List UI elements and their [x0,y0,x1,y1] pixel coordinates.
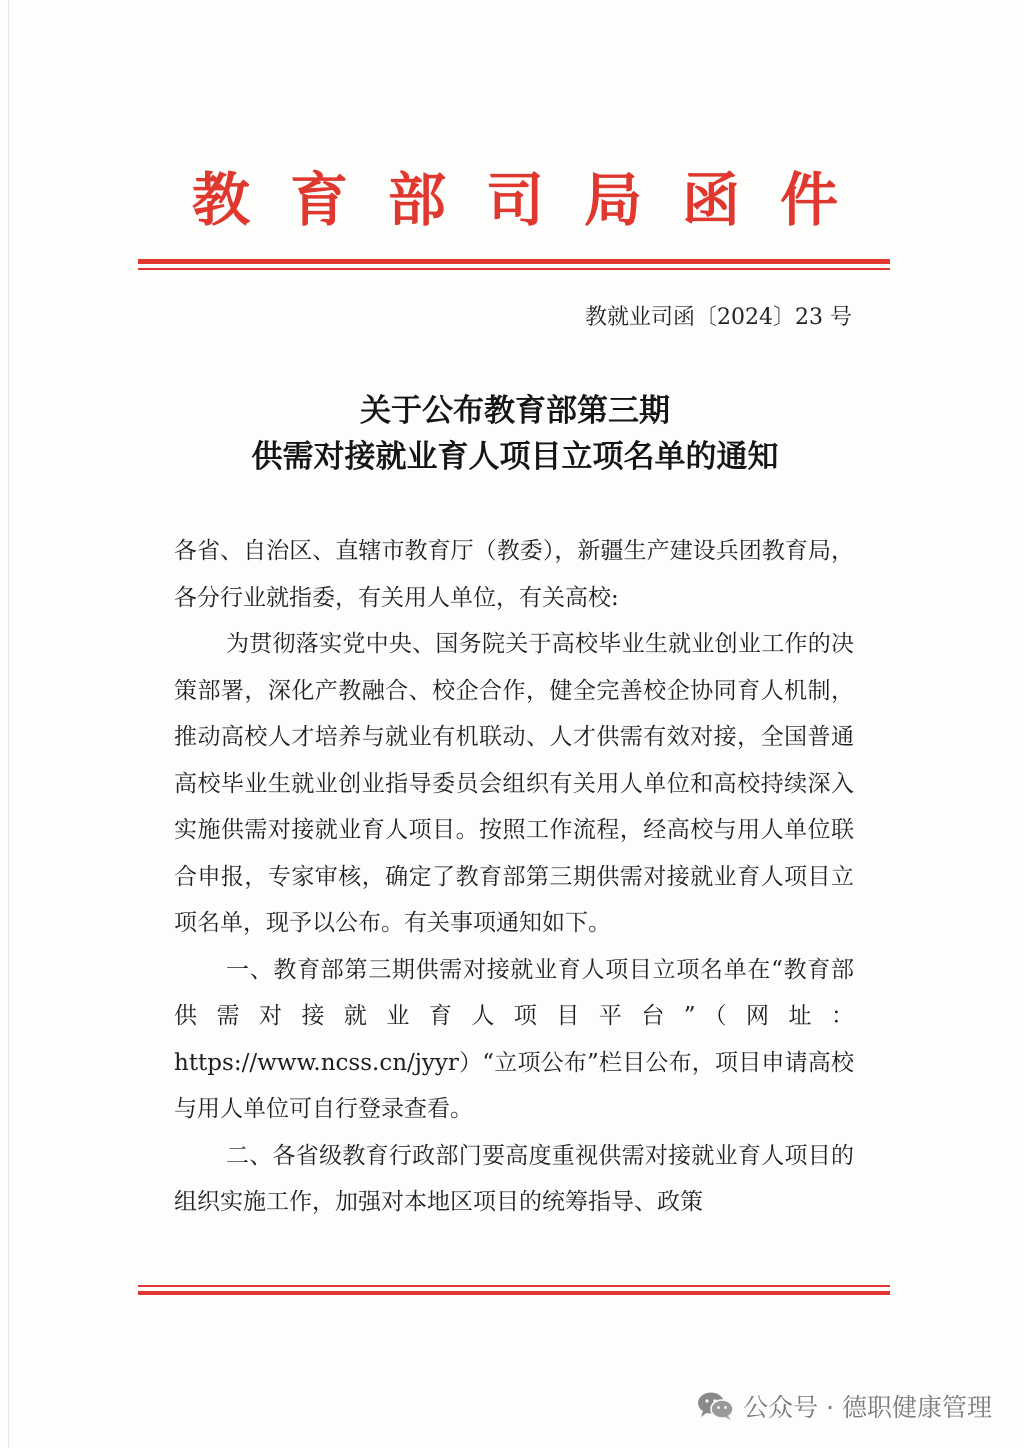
paragraph-3: 二、各省级教育行政部门要高度重视供需对接就业育人项目的组织实施工作，加强对本地区项目的统筹指导、政策 [174,1142,854,1215]
watermark-text: 公众号 · 德职健康管理 [743,1393,992,1422]
letterhead-rule-thin [138,268,890,270]
paragraph-1: 为贯彻落实党中央、国务院关于高校毕业生就业创业工作的决策部署，深化产教融合、校企合作，健全完善校企协同育人机制，推动高校人才培养与就业有机联动、人才供需有效对接，全国普通高校毕业生就业创业指导委员会组织有关用人单位和高校持续深入实施供需对接就业育人项目。按照工作流程，经高校与用人单位联合申报，专家审核，确定了教育部第三期供需对接就业育人项目立项名单，现予以公布。有关事项通知如下。 [174,631,854,936]
document-title [140,388,890,480]
wechat-icon [697,1391,735,1421]
document-title-line-2: 供需对接就业育人项目立项名单的通知 [251,439,779,475]
watermark [697,1386,992,1426]
document-number: 教就业司函〔2024〕23 号 [585,305,852,330]
letterhead-title: 教育部司局函件 [191,166,878,234]
page-edge [8,0,9,1448]
footer-rule-thick [138,1291,890,1295]
salutation: 各省、自治区、直辖市教育厅（教委），新疆生产建设兵团教育局，各分行业就指委，有关用人单位，有关高校: [174,538,854,611]
document-title-line-1: 关于公布教育部第三期 [360,393,670,429]
letterhead-rule-thick [138,259,890,264]
paragraph-2: 一、教育部第三期供需对接就业育人项目立项名单在“教育部供需对接就业育人项目平台”（网址：https://www.ncss.cn/jyyr）“立项公布”栏目公布，项目申请高校与用人单位可自行登录查看。 [174,956,854,1122]
footer-rule-thin [138,1285,890,1287]
document-body [174,528,854,1226]
